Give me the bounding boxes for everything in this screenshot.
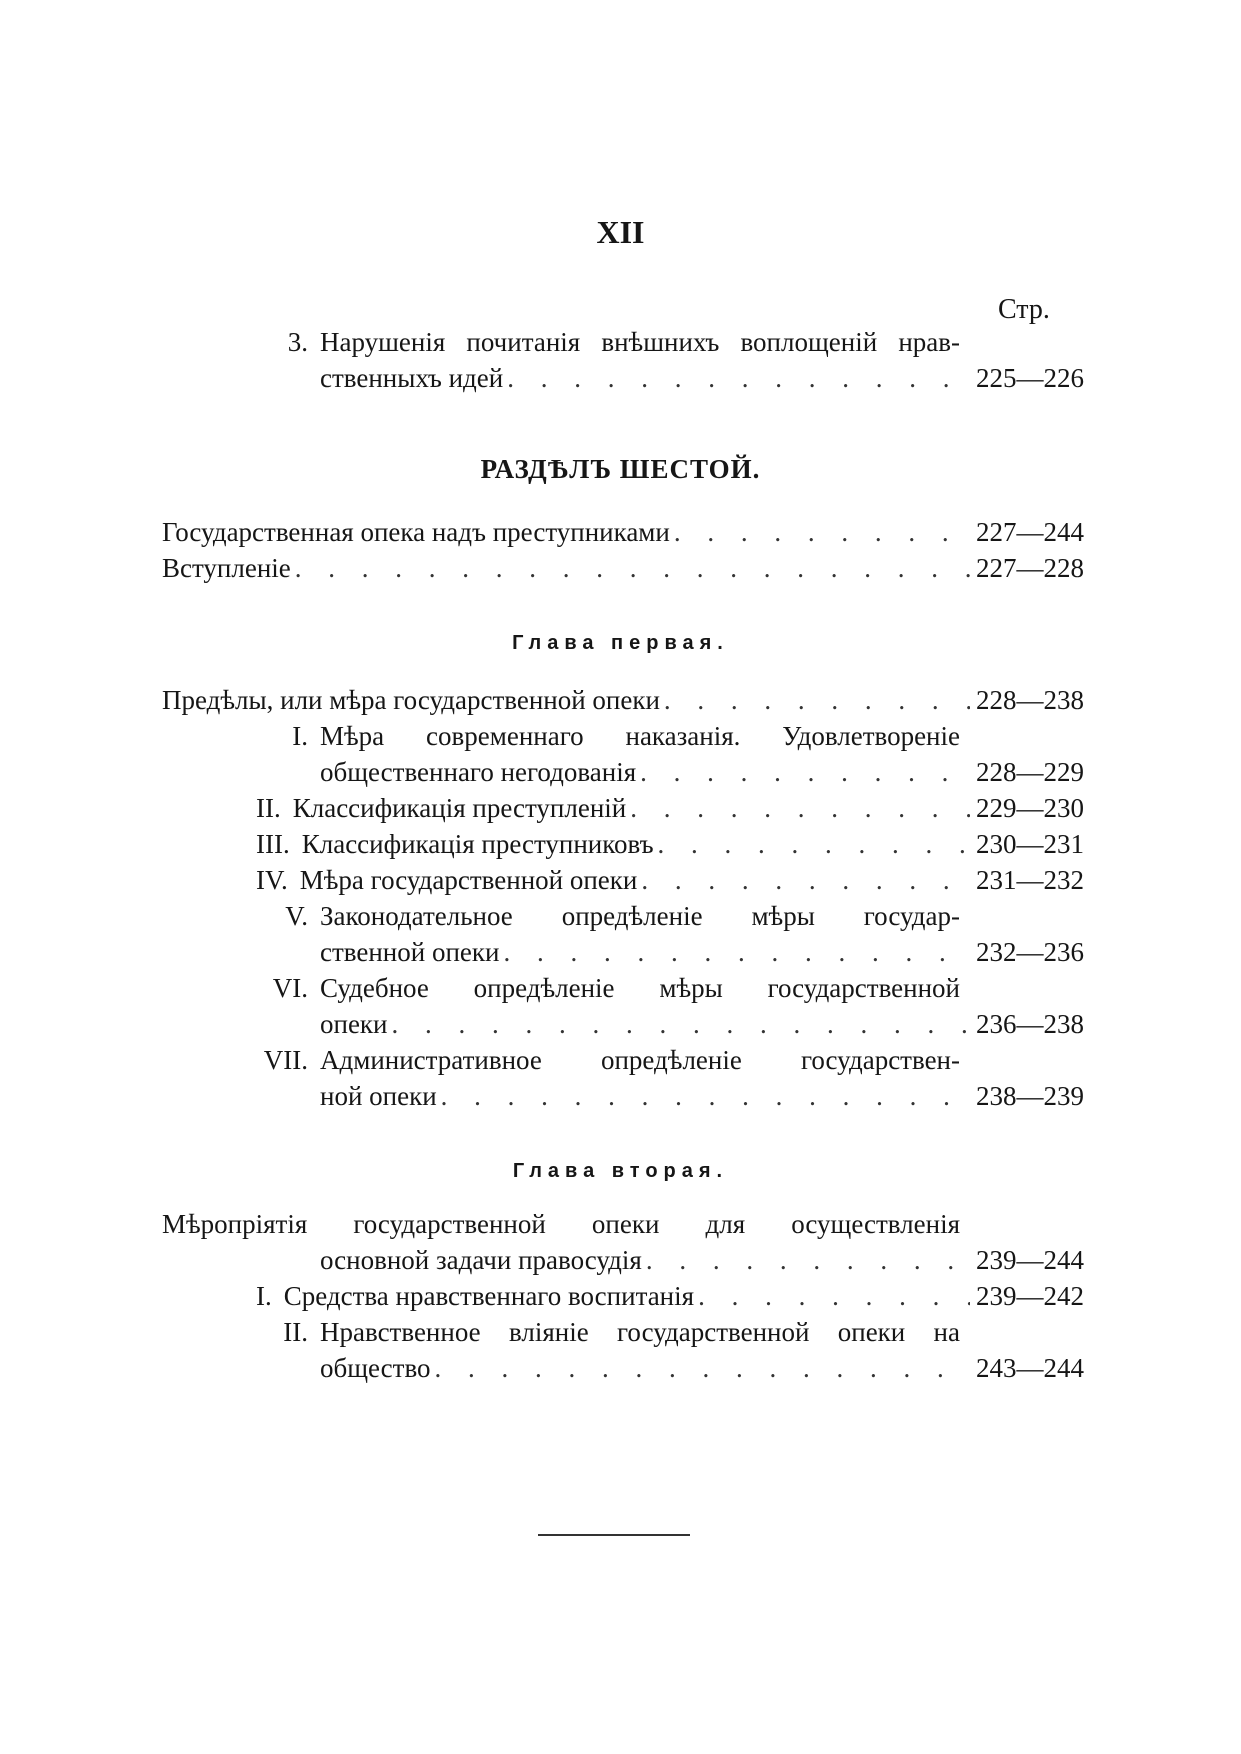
page-range: 230—231 bbox=[976, 829, 1084, 859]
entry-text: Государственная опека надъ преступниками bbox=[162, 517, 670, 547]
entry-number: V. bbox=[285, 901, 308, 931]
page-range: 228—238 bbox=[976, 685, 1084, 715]
toc-entry-VI-line2 bbox=[320, 1006, 1084, 1042]
dot-leader bbox=[499, 934, 970, 970]
toc-entry-I-line2 bbox=[320, 754, 1084, 790]
entry-text: Вступленіе bbox=[162, 553, 291, 583]
entry-text: Административное опредѣленіе государствен- bbox=[320, 1045, 960, 1075]
dot-leader bbox=[637, 862, 970, 898]
entry-text: опеки bbox=[320, 1009, 388, 1039]
entry-number: IV. bbox=[256, 865, 288, 895]
page-range: 231—232 bbox=[976, 865, 1084, 895]
entry-text: общество bbox=[320, 1353, 431, 1383]
entry-text: Нравственное вліяніе государственной опеки на bbox=[320, 1317, 960, 1347]
entry-number: II. bbox=[256, 793, 281, 823]
dot-leader bbox=[642, 1242, 970, 1278]
dot-leader bbox=[431, 1350, 970, 1386]
page-number: XII bbox=[596, 214, 645, 250]
page-range: 239—244 bbox=[976, 1245, 1084, 1275]
page-range: 228—229 bbox=[976, 757, 1084, 787]
entry-text: основной задачи правосудія bbox=[320, 1245, 642, 1275]
dot-leader bbox=[388, 1006, 971, 1042]
toc-entry-V-line2 bbox=[320, 934, 1084, 970]
dot-leader bbox=[636, 754, 970, 790]
toc-entry-II bbox=[256, 790, 1084, 826]
toc-entry-3-line1 bbox=[276, 324, 960, 360]
page-range: 236—238 bbox=[976, 1009, 1084, 1039]
page-range: 225—226 bbox=[976, 363, 1084, 393]
entry-text: Нарушенія почитанія внѣшнихъ воплощеній нрав- bbox=[320, 327, 960, 357]
closing-rule bbox=[538, 1534, 690, 1536]
entry-number: I. bbox=[292, 721, 308, 751]
toc-entry-main-line1 bbox=[162, 1206, 960, 1242]
page-range: 243—244 bbox=[976, 1353, 1084, 1383]
toc-entry-IV bbox=[256, 862, 1084, 898]
dot-leader bbox=[626, 790, 970, 826]
toc-entry bbox=[162, 514, 1084, 550]
dot-leader bbox=[654, 826, 970, 862]
page-range: 232—236 bbox=[976, 937, 1084, 967]
entry-text: ственной опеки bbox=[320, 937, 500, 967]
dot-leader bbox=[437, 1078, 970, 1114]
dot-leader bbox=[670, 514, 970, 550]
toc-entry-VII-line2 bbox=[320, 1078, 1084, 1114]
dot-leader bbox=[503, 360, 970, 396]
entry-text: Мѣропріятія государственной опеки для осуществленія bbox=[162, 1209, 960, 1239]
toc-entry-V-line1 bbox=[256, 898, 960, 934]
page-range: 229—230 bbox=[976, 793, 1084, 823]
chapter-heading: Глава первая. bbox=[512, 632, 729, 654]
toc-entry-II-line2 bbox=[320, 1350, 1084, 1386]
entry-text: Мѣра современнаго наказанія. Удовлетвореніе bbox=[320, 721, 960, 751]
entry-number: 3. bbox=[287, 327, 308, 357]
dot-leader bbox=[694, 1278, 970, 1314]
entry-text: общественнаго негодованія bbox=[320, 757, 637, 787]
entry-text: Законодательное опредѣленіе мѣры государ- bbox=[320, 901, 960, 931]
page-range: 227—244 bbox=[976, 517, 1084, 547]
toc-entry-I-line1 bbox=[256, 718, 960, 754]
entry-text: Судебное опредѣленіе мѣры государственной bbox=[320, 973, 960, 1003]
section-heading: РАЗДѢЛЪ ШЕСТОЙ. bbox=[480, 454, 761, 484]
toc-entry-VI-line1 bbox=[256, 970, 960, 1006]
entry-text: Классификація преступниковъ bbox=[301, 829, 654, 859]
toc-entry-VII-line1 bbox=[256, 1042, 960, 1078]
chapter-heading: Глава вторая. bbox=[512, 1160, 729, 1182]
toc-entry bbox=[162, 550, 1084, 586]
entry-text: Предѣлы, или мѣра государственной опеки bbox=[162, 685, 660, 715]
page-range: 238—239 bbox=[976, 1081, 1084, 1111]
entry-number: VII. bbox=[263, 1045, 308, 1075]
entry-text: Мѣра государственной опеки bbox=[299, 865, 638, 895]
entry-number: III. bbox=[256, 829, 290, 859]
toc-entry-II-line1 bbox=[256, 1314, 960, 1350]
toc-entry-3-line2 bbox=[320, 360, 1084, 396]
entry-number: VI. bbox=[272, 973, 308, 1003]
toc-entry-III bbox=[256, 826, 1084, 862]
entry-text: ственныхъ идей bbox=[320, 363, 504, 393]
entry-text: Средства нравственнаго воспитанія bbox=[283, 1281, 695, 1311]
toc-entry bbox=[162, 682, 1084, 718]
dot-leader bbox=[660, 682, 970, 718]
dot-leader bbox=[291, 550, 970, 586]
toc-entry-main-line2 bbox=[320, 1242, 1084, 1278]
entry-number: I. bbox=[256, 1281, 272, 1311]
entry-text: ной опеки bbox=[320, 1081, 437, 1111]
page-range: 227—228 bbox=[976, 553, 1084, 583]
toc-entry-I bbox=[256, 1278, 1084, 1314]
pages-column-label: Стр. bbox=[998, 294, 1050, 325]
page-range: 239—242 bbox=[976, 1281, 1084, 1311]
entry-text: Классификація преступленій bbox=[292, 793, 627, 823]
entry-number: II. bbox=[283, 1317, 308, 1347]
